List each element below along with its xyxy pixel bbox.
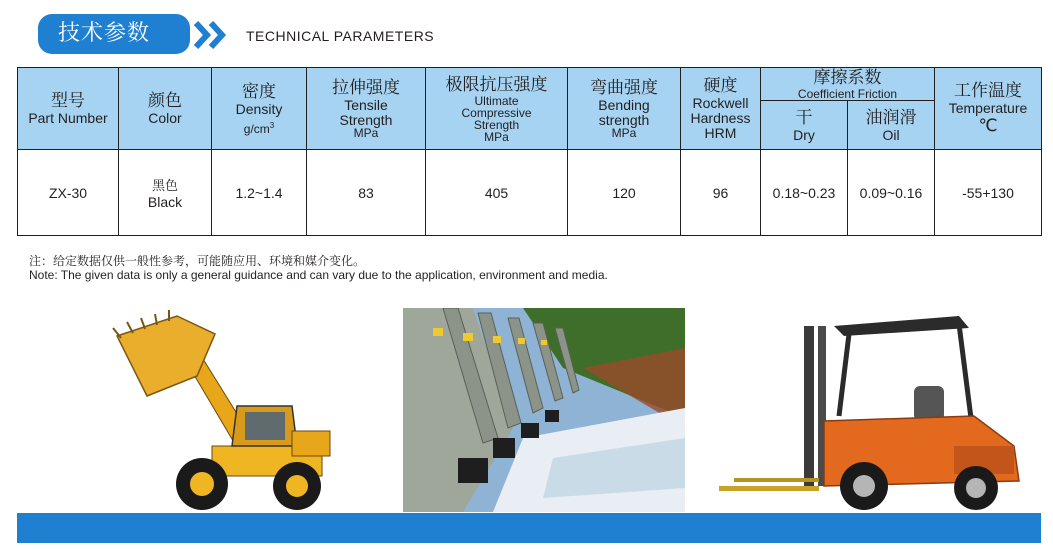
- cell-friction-dry: 0.18~0.23: [761, 150, 848, 236]
- cell-temperature: -55+130: [935, 150, 1042, 236]
- header-color: 颜色 Color: [119, 68, 212, 150]
- header-friction-oil: 油润滑 Oil: [848, 101, 935, 150]
- cell-part-number: ZX-30: [18, 150, 119, 236]
- cell-friction-oil: 0.09~0.16: [848, 150, 935, 236]
- section-title: 技术参数: [38, 14, 190, 54]
- note-english: Note: The given data is only a general guidance and can vary due to the application, environment and media.: [29, 268, 608, 282]
- header-compressive-strength: 极限抗压强度 Ultimate Compressive Strength MPa: [426, 68, 568, 150]
- wheel-loader-image: [107, 306, 335, 512]
- header-bending-strength: 弯曲强度 Bending strength MPa: [568, 68, 681, 150]
- technical-parameters-table: [17, 67, 1042, 236]
- header-tensile-strength: 拉伸强度 Tensile Strength MPa: [307, 68, 426, 150]
- table-row: [18, 150, 1042, 236]
- header-hardness: 硬度 Rockwell Hardness HRM: [681, 68, 761, 150]
- header-density: 密度 Density $g/cm^3$: [212, 68, 307, 150]
- cell-compressive: 405: [426, 150, 568, 236]
- note-chinese: 注：给定数据仅供一般性参考，可能随应用、环境和媒介变化。: [29, 254, 366, 268]
- cell-bending: 120: [568, 150, 681, 236]
- header-friction-coefficient: 摩擦系数 Coefficient Friction: [761, 68, 935, 101]
- double-chevron-right-icon: [193, 20, 229, 50]
- section-subtitle: TECHNICAL PARAMETERS: [246, 28, 435, 44]
- cell-color: 黑色 Black: [119, 150, 212, 236]
- footer-band: [17, 513, 1041, 543]
- dam-spillway-image: [403, 308, 685, 512]
- cell-tensile: 83: [307, 150, 426, 236]
- cell-density: 1.2~1.4: [212, 150, 307, 236]
- header-friction-dry: 干 Dry: [761, 101, 848, 150]
- header-part-number: 型号 Part Number: [18, 68, 119, 150]
- header-temperature: 工作温度 Temperature ℃: [935, 68, 1042, 150]
- forklift-image: [714, 306, 1026, 512]
- cell-hardness: 96: [681, 150, 761, 236]
